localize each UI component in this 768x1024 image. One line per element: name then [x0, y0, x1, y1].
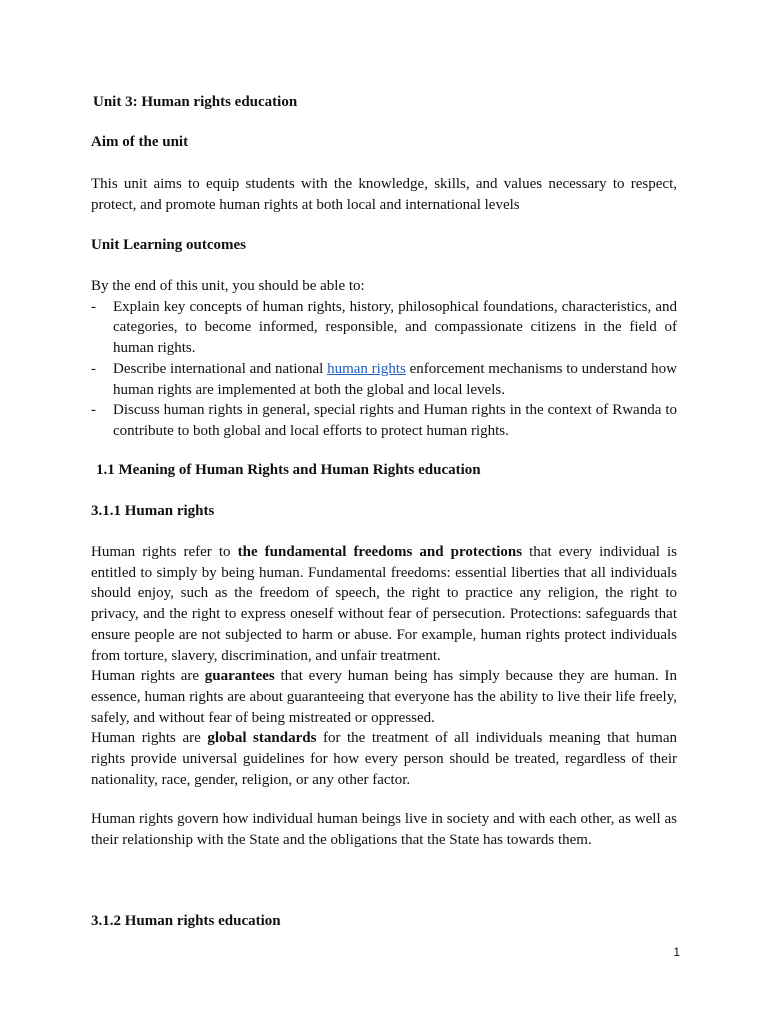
bold-text: the fundamental freedoms and protections — [237, 544, 523, 560]
section-heading-3-1-2: 3.1.2 Human rights education — [91, 913, 281, 929]
page-number: 1 — [673, 945, 680, 959]
outcomes-list — [91, 297, 677, 442]
outcomes-section — [91, 276, 677, 442]
list-item — [91, 297, 677, 359]
paragraph — [91, 542, 677, 666]
outcomes-heading: Unit Learning outcomes — [91, 237, 246, 253]
bold-text: global standards — [207, 730, 317, 747]
text-run: that every human being has simply because they are human. In essence, human rights are about guaranteeing that everyone has the ability to live their life freely, safely, and without fear of being mistreated or oppressed. — [91, 668, 677, 726]
dash-bullet: - — [91, 360, 96, 377]
outcomes-intro: By the end of this unit, you should be able to: — [91, 278, 365, 294]
unit-title: Unit 3: Human rights education — [93, 94, 298, 110]
text-run: Human rights are — [91, 668, 205, 685]
human-rights-body — [91, 542, 677, 790]
section-heading-3-1-1: 3.1.1 Human rights — [91, 503, 215, 519]
text-run: that every individual is entitled to simply by being human. Fundamental freedoms: essential liberties that all individuals should enjoy, such as the freedom of speech, the right to practice any religion, the right to privacy, and the right to express oneself without fear of persecution. Protections: safeguards that ensure people are not subjected to harm or abuse. For example, human rights protect individuals from torture, slavery, discrimination, and unfair treatment. — [91, 544, 677, 664]
dash-bullet: - — [91, 298, 96, 315]
outcome-text: Discuss human rights in general, special rights and Human rights in the context of Rwanda to contribute to both global and local efforts to protect human rights. — [113, 402, 677, 439]
human-rights-link[interactable]: human rights — [327, 360, 406, 377]
bold-text: guarantees — [204, 668, 275, 685]
outcome-text-part: enforcement mechanisms to understand how human rights are implemented at both the global and local levels. — [113, 360, 678, 398]
outcome-text: Explain key concepts of human rights, history, philosophical foundations, characteristics, and categories, to become informed, responsible, and compassionate citizens in the field of human rights. — [113, 298, 677, 357]
text-run: for the treatment of all individuals meaning that human rights provide universal guidelines for how every person should be treated, regardless of their nationality, race, gender, religion, or any other factor. — [91, 730, 677, 788]
aim-text: This unit aims to equip students with the knowledge, skills, and values necessary to respect, protect, and promote human rights at both local and international levels — [91, 176, 677, 213]
text-run: Human rights are — [91, 730, 208, 747]
list-item — [91, 359, 677, 400]
aim-heading: Aim of the unit — [91, 134, 189, 150]
list-item — [91, 400, 677, 441]
paragraph — [91, 666, 677, 728]
dash-bullet: - — [91, 402, 96, 419]
paragraph — [91, 728, 677, 790]
section-heading-1-1: 1.1 Meaning of Human Rights and Human Rights education — [96, 462, 481, 478]
text-run: Human rights refer to — [91, 544, 238, 560]
paragraph-state: Human rights govern how individual human beings live in society and with each other, as well as their relationship with the State and the obligations that the State has towards them. — [91, 811, 677, 848]
outcome-text-part: Describe international and national — [113, 360, 328, 377]
